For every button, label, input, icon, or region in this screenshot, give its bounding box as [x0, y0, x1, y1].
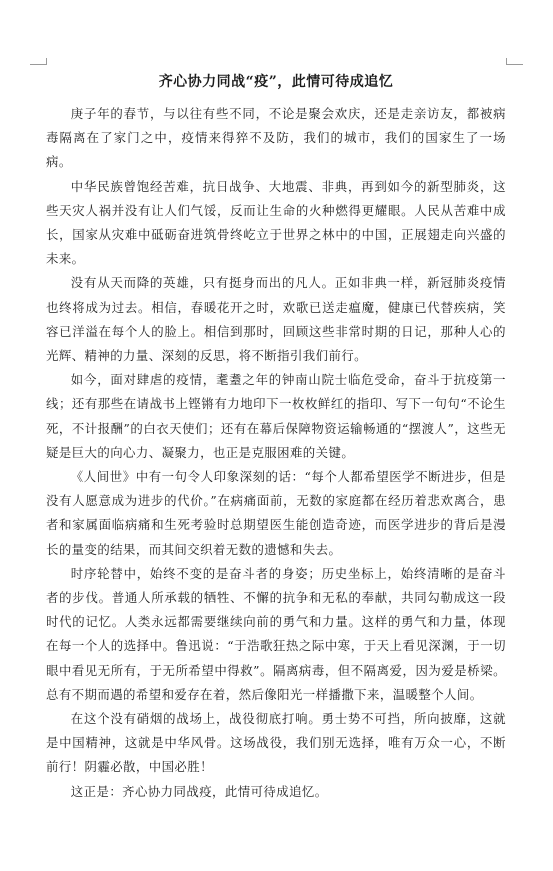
margin-corner-mark-right — [506, 58, 523, 65]
document-body — [46, 72, 506, 804]
document-title: 齐心协力同战“疫”，此情可待成追忆 — [158, 74, 394, 90]
paragraph-3: 没有从天而降的英雄，只有挺身而出的凡人。正如非典一样，新冠肺炎疫情也终将成为过去。相信，春暖花开之时，欢歌已送走瘟魔，健康已代替疾病，笑容已洋溢在每个人的脸上。相信到那时，回顾这些非常时期的日记，那种人心的光辉、精神的力量、深刻的反思，将不断指引我们前行。 — [46, 275, 506, 364]
paragraph-8: 这正是：齐心协力同战疫，此情可待成追忆。 — [70, 783, 328, 799]
margin-corner-mark-left — [30, 58, 47, 65]
paragraph-5: 《人间世》中有一句令人印象深刻的话：“每个人都希望医学不断进步，但是没有人愿意成为进步的代价。”在病痛面前，无数的家庭都在经历着悲欢离合，患者和家属面临病痛和生死考验时总期望医生能创造奇迹，而医学进步的背后是漫长的量变的结果，而其间交织着无数的遗憾和失去。 — [46, 469, 506, 557]
paragraph-2: 中华民族曾饱经苦难，抗日战争、大地震、非典，再到如今的新型肺炎，这些天灾人祸并没有让人们气馁，反而让生命的火种燃得更耀眼。人民从苦难中成长，国家从灾难中砥砺奋进筑骨终屹立于世界之林中的中国，正展翅走向兴盛的未来。 — [46, 178, 506, 267]
paragraph-1: 庚子年的春节，与以往有些不同，不论是聚会欢庆，还是走亲访友，都被病毒隔离在了家门之中，疫情来得猝不及防，我们的城市，我们的国家生了一场病。 — [46, 106, 506, 170]
paragraph-7: 在这个没有硝烟的战场上，战役彻底打响。勇士势不可挡，所向披靡，这就是中国精神，这就是中华风骨。这场战役，我们别无选择，唯有万众一心，不断前行！阴霾必散，中国必胜！ — [46, 711, 506, 775]
paragraph-6: 时序轮替中，始终不变的是奋斗者的身姿；历史坐标上，始终清晰的是奋斗者的步伐。普通人所承载的牺牲、不懈的抗争和无私的奉献，共同勾勒成这一段时代的记忆。人类永远都需要继续向前的勇气和力量。这样的勇气和力量，体现在每一个人的选择中。鲁迅说：“于浩歌狂热之际中寒，于天上看见深渊，于一切眼中看见无所有，于无所希望中得救”。隔离病毒，但不隔离爱，因为爱是桥梁。总有不期而遇的希望和爱存在着，然后像阳光一样播撒下来，温暖整个人间。 — [46, 565, 506, 702]
paragraph-4: 如今，面对肆虐的疫情，耄耋之年的钟南山院士临危受命，奋斗于抗疫第一线；还有那些在请战书上铿锵有力地印下一枚枚鲜红的指印、写下一句句“不论生死，不计报酬”的白衣天使们；还有在幕后保障物资运输畅通的“摆渡人”，这些无疑是巨大的向心力、凝聚力，也正是克服困难的关键。 — [46, 372, 506, 460]
